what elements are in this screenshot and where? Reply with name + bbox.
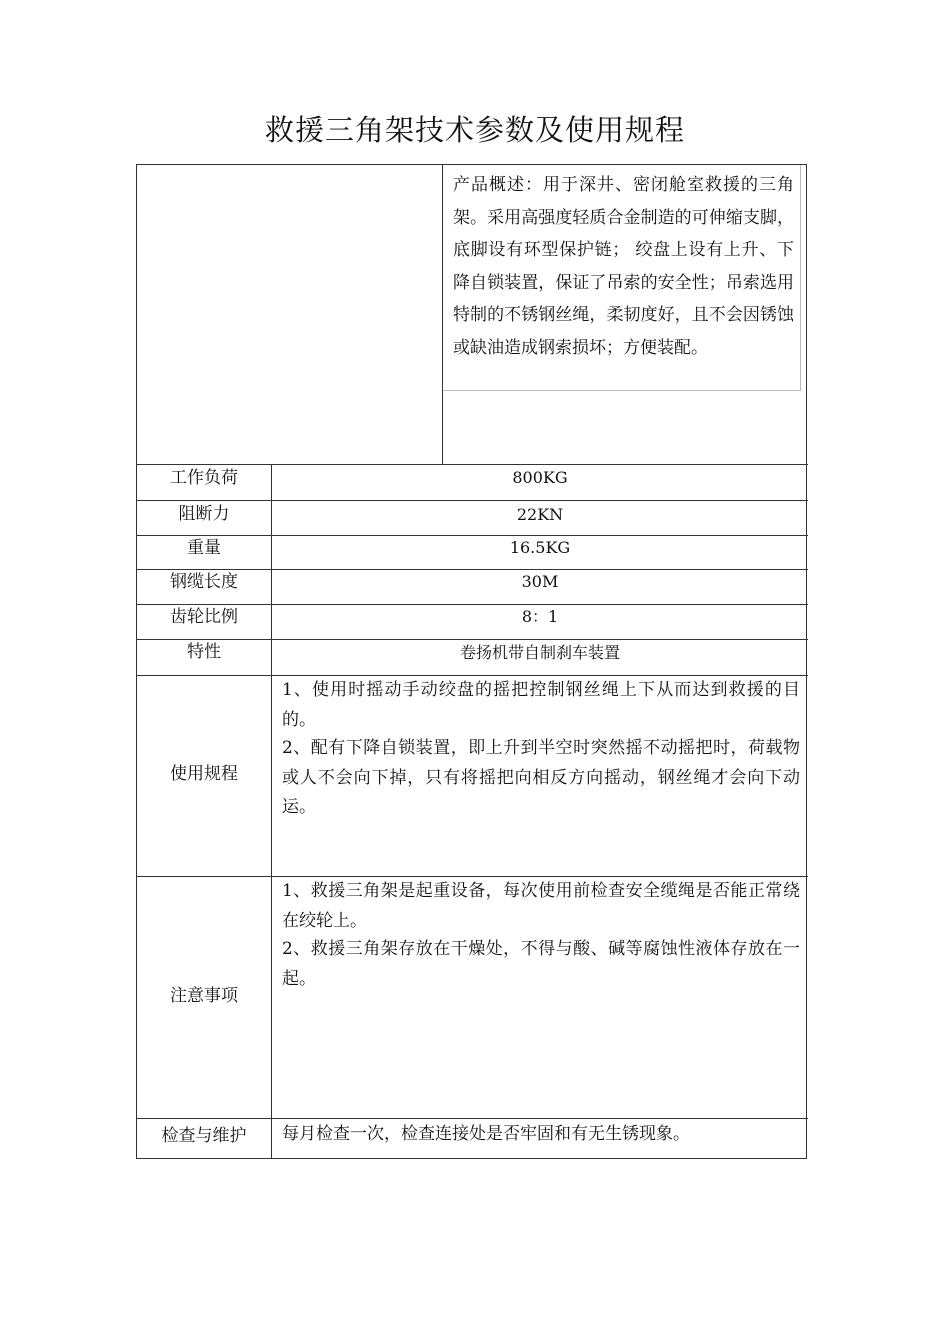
spec-label-cable-length: 钢缆长度 xyxy=(170,572,238,592)
spec-value-weight: 16.5KG xyxy=(509,538,571,557)
spec-label-breaking-force: 阻断力 xyxy=(178,504,230,524)
notes-label: 注意事项 xyxy=(170,986,238,1006)
usage-item-1: 1、使用时摇动手动绞盘的摇把控制钢丝绳上下从而达到救援的目的。 xyxy=(282,680,800,730)
spec-value-feature: 卷扬机带自制刹车装置 xyxy=(459,643,620,662)
spec-label-weight: 重量 xyxy=(187,538,221,558)
spec-table xyxy=(136,164,807,1159)
page-title: 救援三角架技术参数及使用规程 xyxy=(264,113,685,147)
product-overview: 产品概述：用于深井、密闭舱室救援的三角架。采用高强度轻质合金制造的可伸缩支脚，底脚设有环型保护链； 绞盘上设有上升、下降自锁装置，保证了吊索的安全性；吊索选用特制的不锈钢丝绳，柔韧度好，且不会因锈蚀或缺油造成钢索损坏；方便装配。 xyxy=(443,165,801,391)
product-image-area xyxy=(137,165,442,464)
usage-item-2: 2、配有下降自锁装置，即上升到半空时突然摇不动摇把时，荷载物或人不会向下掉，只有将摇把向相反方向摇动，钢丝绳才会向下动运。 xyxy=(282,738,800,817)
spec-value-working-load: 800KG xyxy=(512,468,568,487)
notes-item-1: 1、救援三角架是起重设备，每次使用前检查安全缆绳是否能正常绕在绞轮上。 xyxy=(282,881,800,931)
spec-value-cable-length: 30M xyxy=(521,572,559,591)
notes-item-2: 2、救援三角架存放在干燥处，不得与酸、碱等腐蚀性液体存放在一起。 xyxy=(282,939,800,989)
maintenance-value: 每月检查一次，检查连接处是否牢固和有无生锈现象。 xyxy=(282,1124,690,1144)
usage-label: 使用规程 xyxy=(170,764,238,784)
spec-label-working-load: 工作负荷 xyxy=(170,468,238,488)
spec-label-feature: 特性 xyxy=(187,642,221,662)
spec-value-gear-ratio: 8：1 xyxy=(521,607,559,626)
maintenance-label: 检查与维护 xyxy=(161,1126,247,1146)
spec-label-gear-ratio: 齿轮比例 xyxy=(170,607,238,627)
spec-value-breaking-force: 22KN xyxy=(516,505,564,524)
